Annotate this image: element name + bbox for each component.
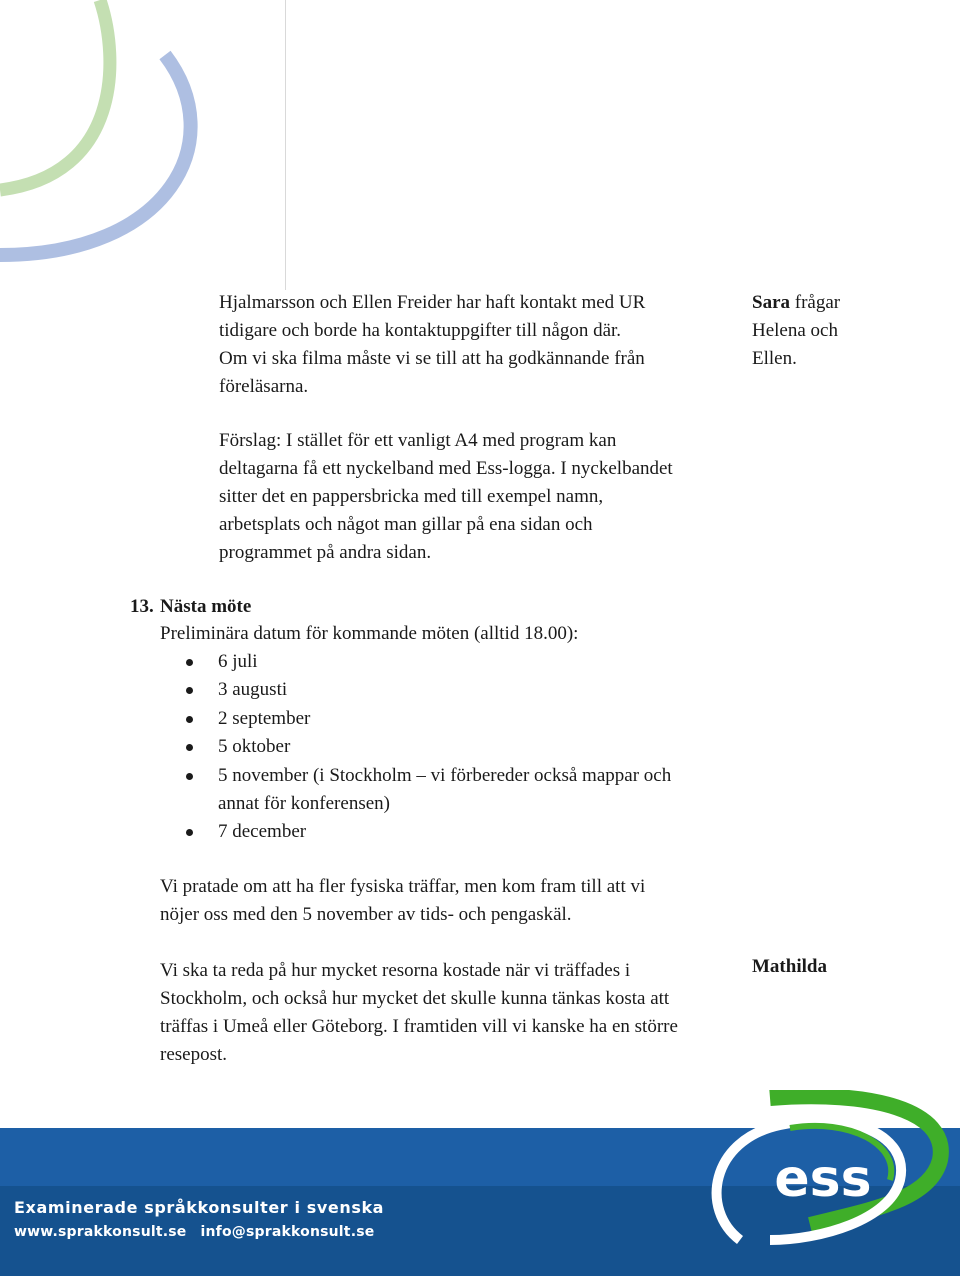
divider-line — [285, 0, 286, 290]
section-intro: Preliminära datum för kommande möten (alltid 18.00): — [160, 623, 579, 644]
list-item-text: 7 december — [218, 821, 307, 843]
text-line: deltagarna få ett nyckelband med Ess-logga. I nyckelbandet — [219, 458, 673, 479]
text-line: programmet på andra sidan. — [219, 542, 432, 563]
text-line: Förslag: I stället för ett vanligt A4 med program kan — [219, 430, 617, 451]
list-item — [160, 676, 750, 704]
list-item — [160, 648, 750, 676]
side-note-mathilda: Mathilda — [752, 956, 827, 977]
text-line: träffas i Umeå eller Göteborg. I framtiden vill vi kanske ha en större — [160, 1016, 678, 1037]
side-note-name: Sara — [752, 292, 790, 313]
email-link[interactable]: info@sprakkonsult.se — [200, 1224, 375, 1240]
list-item-text: annat för konferensen) — [218, 793, 390, 815]
text-line: Om vi ska filma måste vi se till att ha godkännande från — [219, 348, 645, 369]
logo-text: ess — [774, 1149, 872, 1209]
website-link[interactable]: www.sprakkonsult.se — [14, 1224, 187, 1240]
cost-paragraph — [160, 957, 678, 1069]
side-note-line: Helena och — [752, 320, 838, 341]
side-note-sara — [752, 289, 840, 373]
text-line: tidigare och borde ha kontaktuppgifter till någon där. — [219, 320, 622, 341]
text-line: arbetsplats och något man gillar på ena sidan och — [219, 514, 593, 535]
list-item-text: 2 september — [218, 707, 311, 729]
list-item-text: 6 juli — [218, 651, 258, 672]
side-note-line: Ellen. — [752, 348, 797, 369]
text-line: Hjalmarsson och Ellen Freider har haft kontakt med UR — [219, 292, 646, 313]
list-item — [160, 733, 750, 761]
decorative-swoosh — [0, 0, 300, 290]
proposal-paragraph — [219, 427, 673, 567]
bullet-icon — [186, 744, 193, 751]
side-note-text: frågar — [790, 292, 841, 313]
section-number: 13. — [130, 596, 154, 617]
text-line: resepost. — [160, 1044, 228, 1065]
text-line: Stockholm, och också hur mycket det skulle kunna tänkas kosta att — [160, 988, 670, 1009]
section-title: Nästa möte — [160, 596, 252, 617]
footer-tagline: Examinerade språkkonsulter i svenska — [14, 1198, 385, 1217]
list-item-text: 3 augusti — [218, 679, 288, 701]
side-note-line — [752, 289, 840, 317]
text-line: Vi ska ta reda på hur mycket resorna kostade när vi träffades i — [160, 960, 631, 981]
ess-logo — [700, 1090, 950, 1270]
list-item — [160, 762, 750, 819]
list-item-text: 5 november (i Stockholm – vi förbereder också mappar och — [218, 764, 672, 786]
section-heading — [130, 594, 251, 620]
text-line: föreläsarna. — [219, 376, 309, 397]
bullet-icon — [186, 773, 193, 780]
bullet-icon — [186, 687, 193, 694]
top-paragraph — [219, 289, 645, 401]
list-item — [160, 705, 750, 733]
text-line: Vi pratade om att ha fler fysiska träffar, men kom fram till att vi — [160, 876, 646, 897]
list-item — [160, 818, 750, 846]
meeting-dates-list — [160, 648, 750, 847]
bullet-icon — [186, 659, 193, 666]
travel-paragraph — [160, 873, 645, 929]
list-item-text: 5 oktober — [218, 736, 291, 758]
bullet-icon — [186, 716, 193, 723]
text-line: nöjer oss med den 5 november av tids- och pengaskäl. — [160, 904, 572, 925]
footer-contacts — [14, 1224, 374, 1240]
bullet-icon — [186, 829, 193, 836]
text-line: sitter det en pappersbricka med till exempel namn, — [219, 486, 604, 507]
